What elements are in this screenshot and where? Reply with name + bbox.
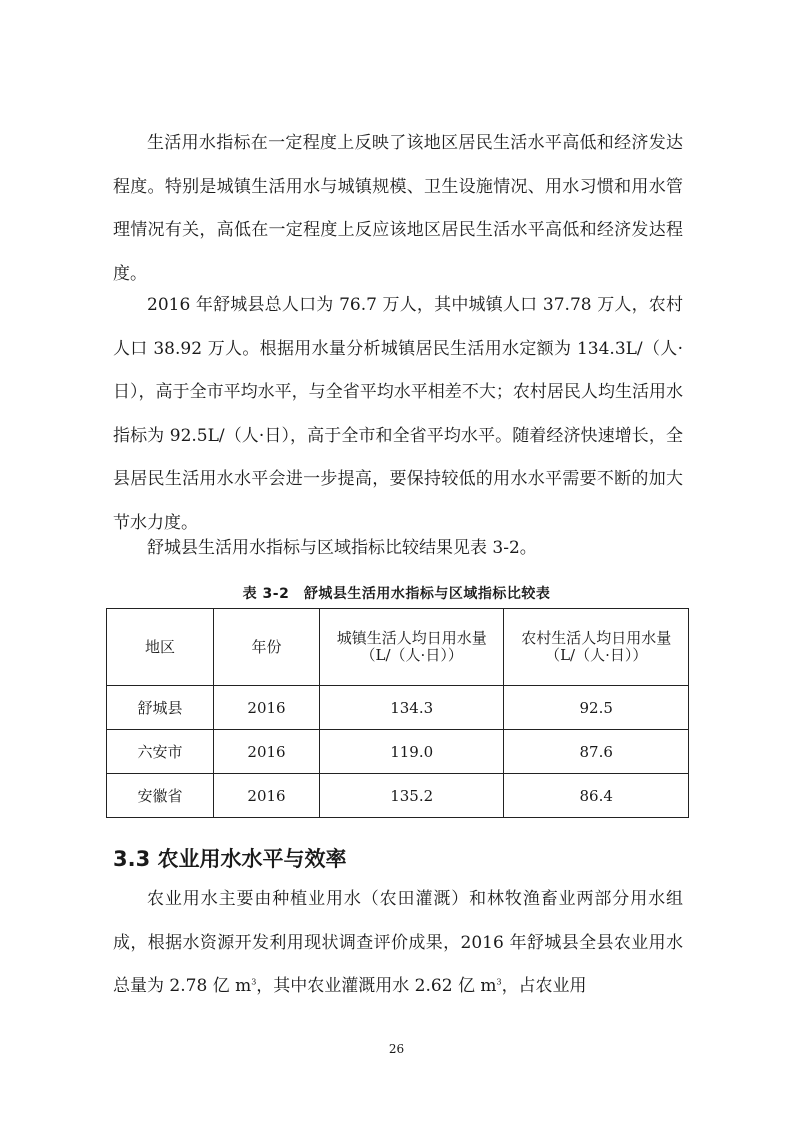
table-row — [107, 730, 689, 774]
cell-region: 舒城县 — [107, 686, 214, 730]
page-number: 26 — [388, 1042, 405, 1056]
paragraph-domestic-water-intro: 生活用水指标在一定程度上反映了该地区居民生活水平高低和经济发达程度。特别是城镇生活用水与城镇规模、卫生设施情况、用水习惯和用水管理情况有关，高低在一定程度上反应该地区居民生活水平高低和经济发达程度。 — [113, 133, 683, 284]
cell-urban: 134.3 — [319, 686, 504, 730]
paragraph-population-stats: 2016 年舒城县总人口为 76.7 万人，其中城镇人口 37.78 万人，农村人口 38.92 万人。根据用水量分析城镇居民生活用水定额为 134.3L/（人·日），高于全市平均水平，与全省平均水平相差不大；农村居民人均生活用水指标为 92.5L/（人·日），高于全市和全省平均水平。随着经济快速增长，全县居民生活用水水平会进一步提高，要保持较低的用水水平需要不断的加大节水力度。 — [113, 295, 683, 533]
comparison-table — [106, 608, 689, 818]
cell-region: 安徽省 — [107, 774, 214, 818]
header-rural-usage: 农村生活人均日用水量 （L/（人·日）） — [504, 609, 689, 686]
header-region: 地区 — [107, 609, 214, 686]
cell-year: 2016 — [214, 730, 320, 774]
cell-year: 2016 — [214, 686, 320, 730]
cell-rural: 86.4 — [504, 774, 689, 818]
paragraph-agricultural-water: 农业用水主要由种植业用水（农田灌溉）和林牧渔畜业两部分用水组成，根据水资源开发利用现状调查评价成果，2016 年舒城县全县农业用水总量为 2.78 亿 $m^3$，其中农业灌溉用水 2.62 亿 $m^3$，占农业用 — [113, 889, 683, 996]
cell-urban: 135.2 — [319, 774, 504, 818]
cell-rural: 87.6 — [504, 730, 689, 774]
table-row — [107, 686, 689, 730]
section-heading: 3.3 农业用水水平与效率 — [113, 847, 347, 871]
table-header-row — [107, 609, 689, 686]
cell-region: 六安市 — [107, 730, 214, 774]
table-caption: 表 3-2 舒城县生活用水指标与区域指标比较表 — [242, 586, 551, 602]
paragraph-table-reference: 舒城县生活用水指标与区域指标比较结果见表 3-2。 — [147, 538, 537, 558]
header-urban-usage: 城镇生活人均日用水量 （L/（人·日）） — [319, 609, 504, 686]
cell-year: 2016 — [214, 774, 320, 818]
table-row — [107, 774, 689, 818]
header-year: 年份 — [214, 609, 320, 686]
cell-rural: 92.5 — [504, 686, 689, 730]
cell-urban: 119.0 — [319, 730, 504, 774]
